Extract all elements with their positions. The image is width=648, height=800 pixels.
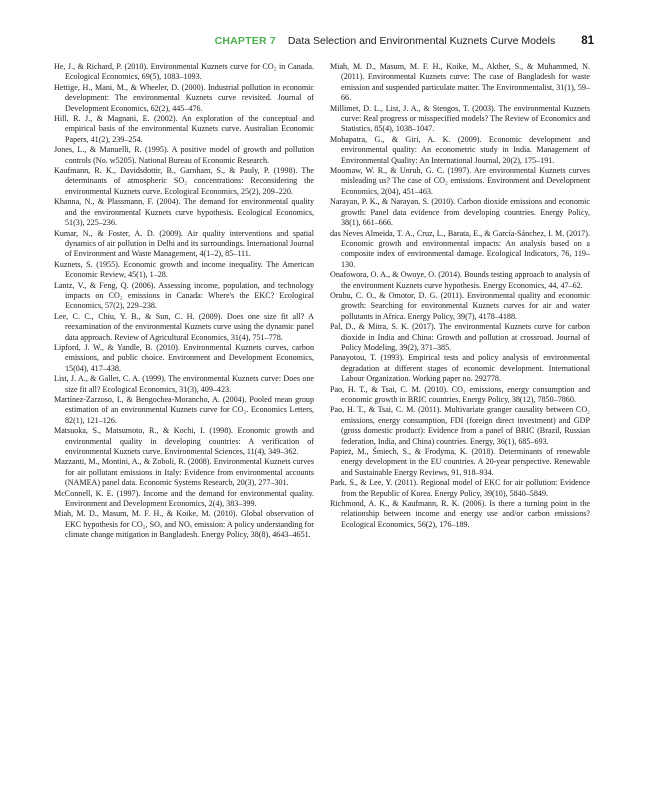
reference-entry: Kumar, N., & Foster, A. D. (2009). Air quality interventions and spatial dynamics of air pollution in Delhi and its surroundings. International Journal of Environment and Waste Management, 4(1–2), 85–111. [54, 228, 314, 259]
reference-entry: Pao, H. T., & Tsai, C. M. (2011). Multivariate granger causality between CO₂ emissions, energy consumption, FDI (foreign direct investment) and GDP (gross domestic product): Evidence from a panel of BRIC (Brazil, Russian federation, India, and China) countries. Energy, 36(1), 685–693. [330, 405, 590, 446]
reference-entry: McConnell, K. E. (1997). Income and the demand for environmental quality. Environment and Development Economics, 2(4), 383–399. [54, 488, 314, 509]
chapter-title: Data Selection and Environmental Kuznets Curve Models [287, 35, 556, 47]
reference-entry: Jones, L., & Manuelli, R. (1995). A positive model of growth and pollution controls (No. w5205). National Bureau of Economic Research. [54, 145, 314, 165]
reference-entry: Pao, H. T., & Tsai, C. M. (2010). CO₂ emissions, energy consumption and economic growth in BRIC countries. Energy Policy, 38(12), 7850–7860. [330, 384, 590, 404]
reference-entry: Miah, M. D., Masum, M. F. H., & Koike, M. (2010). Global observation of EKC hypothesis for CO₂, SOₓ and NOₓ emission: A policy understanding for climate change mitigation in Bangladesh. Energy Policy, 38(8), 4643–4651. [54, 509, 314, 540]
references-right-column [330, 62, 590, 530]
chapter-label: CHAPTER 7 [214, 35, 276, 47]
reference-entry: Papież, M., Śmiech, S., & Frodyma, K. (2018). Determinants of renewable energy development in the EU countries. A 20-year perspective. Renewable and Sustainable Energy Reviews, 91, 918–934. [330, 447, 590, 477]
reference-entry: Narayan, P. K., & Narayan, S. (2010). Carbon dioxide emissions and economic growth: Panel data evidence from developing countries. Energy Policy, 38(1), 661–666. [330, 197, 590, 228]
reference-entry: Kuznets, S. (1955). Economic growth and income inequality. The American Economic Review, 45(1), 1–28. [54, 259, 314, 280]
reference-entry: He, J., & Richard, P. (2010). Environmental Kuznets curve for CO₂ in Canada. Ecological Economics, 69(5), 1083–1093. [54, 62, 314, 82]
reference-entry: Panayotou, T. (1993). Empirical tests and policy analysis of environmental degradation at different stages of economic development. International Labour Organization. Working paper no. 292778. [330, 353, 590, 384]
reference-entry: Onafowora, O. A., & Owoye, O. (2014). Bounds testing approach to analysis of the environment Kuznets curve hypothesis. Energy Economics, 44, 47–62. [330, 270, 590, 290]
reference-entry: Millimet, D. L., List, J. A., & Stengos, T. (2003). The environmental Kuznets curve: Real progress or misspecified models? The Review of Economics and Statistics, 85(4), 1038–1047. [330, 103, 590, 134]
reference-entry: Orubu, C. O., & Omotor, D. G. (2011). Environmental quality and economic growth: Searching for environmental Kuznets curves for air and water pollutants in Africa. Energy Policy, 39(7), 4178–4188. [330, 290, 590, 321]
reference-entry: Matsuoka, S., Matsumoto, R., & Kochi, I. (1998). Economic growth and environmental quality in developing countries: A verification of environmental Kuznets curve. Environmental Sciences, 11(4), 349–362. [54, 426, 314, 457]
reference-entry: Mazzanti, M., Montini, A., & Zoboli, R. (2008). Environmental Kuznets curves for air pollutant emissions in Italy: Evidence from environmental accounts (NAMEA) panel data. Economic Systems Research, 20(3), 277–301. [54, 457, 314, 488]
reference-entry: Miah, M. D., Masum, M. F. H., Koike, M., Akther, S., & Muhammed, N. (2011). Environmental Kuznets curve: The case of Bangladesh for waste emission and suspended particulate matter. The Environmentalist, 31(1), 59–66. [330, 62, 590, 103]
reference-entry: Hettige, H., Mani, M., & Wheeler, D. (2000). Industrial pollution in economic development: The environmental Kuznets curve revisited. Journal of Development Economics, 62(2), 445–476. [54, 82, 314, 113]
reference-entry: Lantz, V., & Feng, Q. (2006). Assessing income, population, and technology impacts on CO₂ emissions in Canada: Where's the EKC? Ecological Economics, 57(2), 229–238. [54, 280, 314, 311]
page-number: 81 [581, 35, 594, 47]
reference-entry: Richmond, A. K., & Kaufmann, R. K. (2006). Is there a turning point in the relationship between income and energy use and/or carbon emissions? Ecological Economics, 56(2), 176–189. [330, 499, 590, 529]
references-left-column [54, 62, 314, 541]
reference-entry: List, J. A., & Gallet, C. A. (1999). The environmental Kuznets curve: Does one size fit all? Ecological Economics, 31(3), 409–423. [54, 374, 314, 394]
reference-entry: Pal, D., & Mitra, S. K. (2017). The environmental Kuznets curve for carbon dioxide in India and China: Growth and pollution at crossroad. Journal of Policy Modeling, 39(2), 371–385. [330, 322, 590, 352]
reference-entry: Martínez-Zarzoso, I., & Bengochea-Morancho, A. (2004). Pooled mean group estimation of an environmental Kuznets curve for CO₂. Economics Letters, 82(1), 121–126. [54, 395, 314, 425]
reference-entry: Moomaw, W. R., & Unruh, G. C. (1997). Are environmental Kuznets curves misleading us? The case of CO₂ emissions. Environment and Development Economics, 2(04), 451–463. [330, 166, 590, 196]
reference-entry: Kaufmann, R. K., Davidsdottir, B., Garnham, S., & Pauly, P. (1998). The determinants of atmospheric SO₂ concentrations: Reconsidering the environmental Kuznets curve. Ecological Economics, 25(2), 209–220. [54, 166, 314, 196]
reference-entry: Park, S., & Lee, Y. (2011). Regional model of EKC for air pollution: Evidence from the Republic of Korea. Energy Policy, 39(10), 5840–5849. [330, 478, 590, 498]
reference-entry: Hill, R. J., & Magnani, E. (2002). An exploration of the conceptual and empirical basis of the environmental Kuznets curve. Australian Economic Papers, 41(2), 239–254. [54, 114, 314, 144]
reference-entry: Khanna, N., & Plassmann, F. (2004). The demand for environmental quality and the environmental Kuznets curve hypothesis. Ecological Economics, 51(3), 225–236. [54, 197, 314, 228]
reference-entry: Lee, C. C., Chiu, Y. B., & Sun, C. H. (2009). Does one size fit all? A reexamination of the environmental Kuznets curve using the dynamic panel data approach. Review of Agricultural Economics, 31(4), 751–778. [54, 311, 314, 342]
reference-entry: Mohapatra, G., & Giri, A. K. (2009). Economic development and environmental quality: An econometric study in India. Management of Environmental Quality: An International Journal, 20(2), 175–191. [330, 134, 590, 165]
reference-entry: Lipford, J. W., & Yandle, B. (2010). Environmental Kuznets curves, carbon emissions, and public choice. Environment and Development Economics, 15(04), 417–438. [54, 342, 314, 373]
reference-entry: das Neves Almeida, T. A., Cruz, L., Barata, E., & García-Sánchez, I. M. (2017). Economic growth and environmental impacts: An analysis based on a composite index of environmental damage. Ecological Indicators, 76, 119–130. [330, 228, 590, 269]
running-header [54, 31, 594, 49]
